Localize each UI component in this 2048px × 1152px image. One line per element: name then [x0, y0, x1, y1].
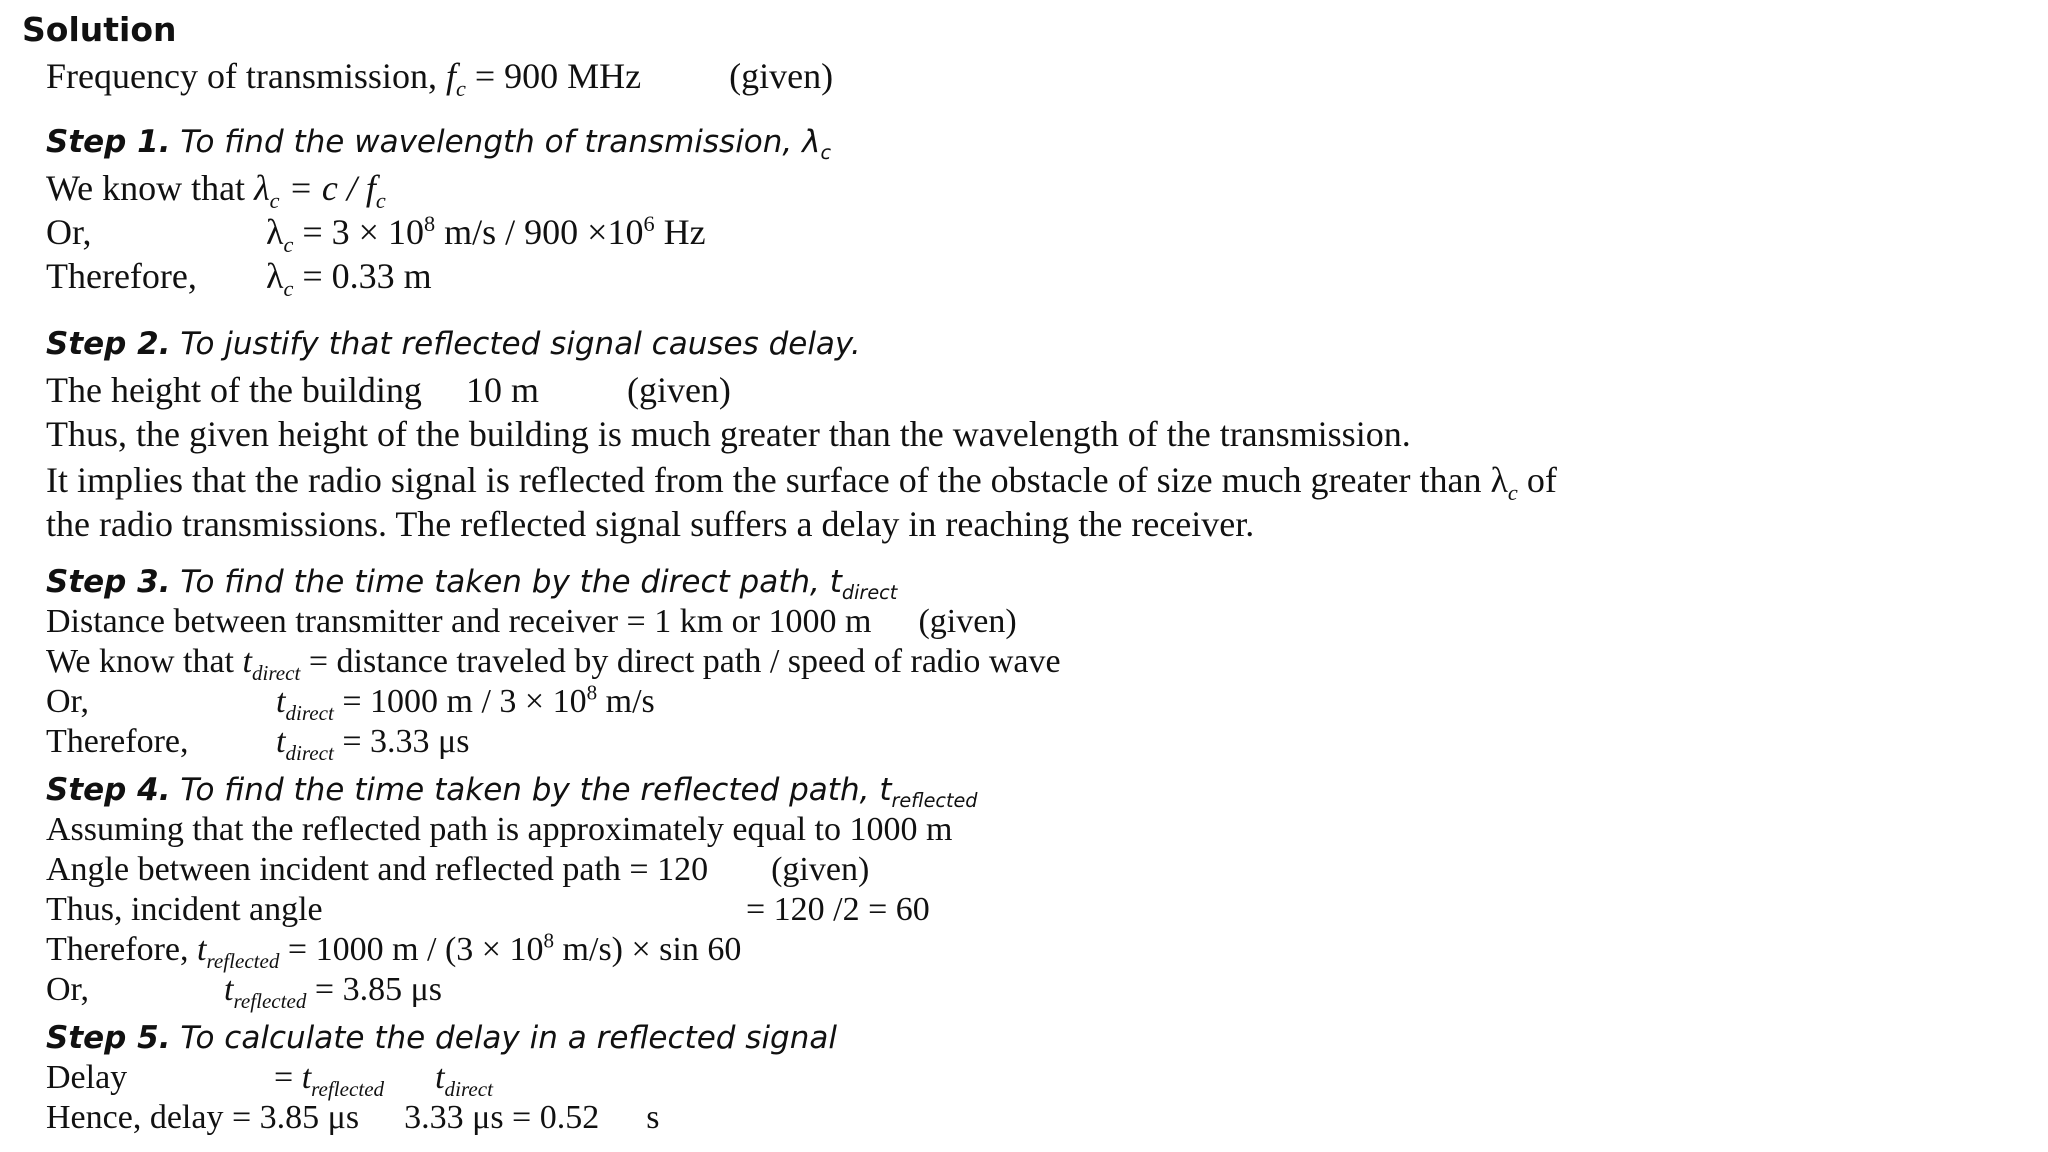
step-1-line-2-sup-a: 8 — [423, 211, 436, 236]
step-3-line-4-symbol: t — [276, 723, 286, 760]
step-5-line-1-lead: Delay — [46, 1059, 128, 1096]
step-1-line-1-eq-subscript: c — [375, 188, 386, 214]
step-1-line-2-symbol: λ — [266, 212, 284, 252]
frequency-value: = 900 MHz — [474, 56, 642, 96]
step-3-line-1-part-b: (given) — [918, 603, 1017, 640]
step-3-line-3-part-a: = 1000 m / 3 × 10 — [342, 683, 587, 720]
step-3-line-3-subscript: direct — [285, 700, 334, 725]
step-5-t-reflected-subscript: reflected — [311, 1076, 385, 1101]
step-3-line-2-lead: We know that — [46, 643, 234, 680]
step-2-line-1-part-c: (given) — [626, 370, 731, 410]
step-1-line-2-part-c: Hz — [654, 212, 706, 252]
step-1-line-1-lead: We know that — [46, 168, 246, 208]
given-frequency-label: Frequency of transmission, — [46, 56, 437, 96]
step-4-line-3-part-a: Thus, incident angle — [46, 891, 323, 928]
step-4-line-1: Assuming that the reflected path is approximately equal to 1000 m — [46, 811, 953, 848]
step-3-line-2-symbol: t — [242, 643, 252, 680]
step-3-line-2-subscript: direct — [251, 660, 301, 685]
step-3-line-3 — [46, 680, 655, 724]
step-4-line-2 — [46, 848, 869, 892]
step-4-line-5-subscript: reflected — [233, 988, 307, 1013]
step-4-line-5-lead: Or, — [46, 971, 90, 1008]
step-3-line-1-part-a: Distance between transmitter and receiver = 1 km or 1000 m — [46, 603, 872, 640]
step-1-line-3-subscript: c — [283, 276, 294, 302]
step-2-heading — [46, 324, 861, 364]
t-direct-symbol: t — [829, 564, 842, 600]
step-1-line-2-part-b: m/s / 900 ×10 — [435, 212, 644, 252]
frequency-symbol: f — [445, 56, 456, 96]
step-4-line-4-sup: 8 — [543, 928, 555, 953]
step-4-line-5-equation: = 3.85 μs — [314, 971, 443, 1008]
step-5-line-2 — [46, 1096, 659, 1140]
t-reflected-symbol: t — [879, 772, 892, 808]
step-1-line-2-lead: Or, — [46, 212, 92, 252]
step-4-line-4 — [46, 928, 741, 972]
step-1-line-1-subscript: c — [269, 188, 280, 214]
step-4-line-4-lead: Therefore, — [46, 931, 189, 968]
step-2-line-3-part-a: It implies that the radio signal is reflected from the surface of the obstacle of size much greater than — [46, 460, 1482, 500]
step-4-line-3 — [46, 888, 930, 932]
step-5-line-2-part-c: s — [646, 1099, 660, 1136]
step-2-line-3-symbol: λ — [1490, 460, 1508, 500]
step-2-label: Step 2. — [46, 326, 171, 362]
step-3-line-4-lead: Therefore, — [46, 723, 189, 760]
step-2-line-1-part-b: 10 m — [465, 370, 539, 410]
step-4-line-2-part-a: Angle between incident and reflected path = 120 — [46, 851, 709, 888]
step-4-heading — [46, 770, 978, 813]
step-3-description: To find the time taken by the direct path, — [180, 564, 820, 600]
lambda-subscript: c — [820, 141, 832, 165]
step-3-line-4-equation: = 3.33 μs — [342, 723, 470, 760]
step-5-t-direct-symbol: t — [435, 1059, 445, 1096]
step-4-line-4-symbol: t — [197, 931, 207, 968]
step-1-line-3-equation: = 0.33 m — [302, 256, 432, 296]
step-2-line-3-part-b: of — [1526, 460, 1557, 500]
step-1-line-2-part-a: = 3 × 10 — [302, 212, 424, 252]
step-1-line-2-sup-b: 6 — [643, 211, 655, 236]
solution-heading: Solution — [22, 10, 177, 49]
step-1-line-1-equation: = c / f — [288, 168, 376, 208]
step-2-description: To justify that reflected signal causes delay. — [180, 326, 861, 362]
step-5-label: Step 5. — [46, 1020, 171, 1056]
lambda-symbol: λ — [802, 124, 821, 160]
step-1-line-1-symbol: λ — [254, 168, 270, 208]
step-3-line-2 — [46, 640, 1061, 684]
step-5-heading — [46, 1018, 837, 1058]
step-4-line-4-part-a: = 1000 m / (3 × 10 — [287, 931, 544, 968]
step-1-line-2-subscript: c — [283, 232, 294, 258]
step-3-line-4 — [46, 720, 469, 764]
step-5-t-reflected-symbol: t — [301, 1059, 312, 1096]
step-5-line-2-part-a: Hence, delay = 3.85 μs — [46, 1099, 360, 1136]
step-5-line-1-equals: = — [274, 1059, 294, 1096]
step-4-label: Step 4. — [46, 772, 171, 808]
t-direct-subscript: direct — [841, 581, 898, 605]
step-2-line-3 — [46, 458, 1557, 506]
step-1-heading — [46, 122, 832, 165]
step-4-line-3-part-b: = 120 /2 = 60 — [746, 891, 930, 928]
step-1-line-3-symbol: λ — [266, 256, 284, 296]
step-1-label: Step 1. — [46, 124, 171, 160]
given-note: (given) — [729, 56, 834, 96]
step-3-line-3-lead: Or, — [46, 683, 90, 720]
step-4-line-2-part-b: (given) — [771, 851, 870, 888]
step-3-line-4-subscript: direct — [285, 740, 334, 765]
step-3-line-2-equation: = distance traveled by direct path / speed of radio wave — [308, 643, 1061, 680]
frequency-subscript: c — [455, 76, 466, 102]
step-3-line-3-part-b: m/s — [597, 683, 655, 720]
step-5-description: To calculate the delay in a reflected signal — [180, 1020, 837, 1056]
step-2-line-1 — [46, 368, 731, 412]
step-5-line-1 — [46, 1056, 493, 1100]
given-frequency-line — [46, 54, 834, 102]
step-4-description: To find the time taken by the reflected path, — [180, 772, 870, 808]
step-5-t-direct-subscript: direct — [444, 1076, 493, 1101]
step-1-line-3-lead: Therefore, — [46, 256, 197, 296]
step-1-line-1 — [46, 166, 386, 214]
step-3-heading — [46, 562, 898, 605]
step-3-line-3-sup: 8 — [586, 680, 598, 705]
step-3-line-3-symbol: t — [276, 683, 286, 720]
step-1-description: To find the wavelength of transmission, — [180, 124, 793, 160]
step-4-line-5 — [46, 968, 442, 1012]
step-3-label: Step 3. — [46, 564, 171, 600]
step-2-line-3-subscript: c — [1507, 480, 1518, 506]
step-2-line-4: the radio transmissions. The reflected signal suffers a delay in reaching the receiver. — [46, 504, 1255, 544]
step-2-line-2: Thus, the given height of the building is much greater than the wavelength of the transmission. — [46, 414, 1411, 454]
step-4-line-4-part-b: m/s) × sin 60 — [554, 931, 742, 968]
step-1-line-3 — [46, 254, 432, 302]
step-4-line-5-symbol: t — [224, 971, 234, 1008]
t-reflected-subscript: reflected — [891, 789, 978, 813]
step-2-line-1-part-a: The height of the building — [46, 370, 422, 410]
step-5-line-2-part-b: 3.33 μs = 0.52 — [404, 1099, 600, 1136]
step-1-line-2 — [46, 210, 706, 258]
step-3-line-1 — [46, 600, 1017, 644]
step-4-line-4-subscript: reflected — [206, 948, 280, 973]
